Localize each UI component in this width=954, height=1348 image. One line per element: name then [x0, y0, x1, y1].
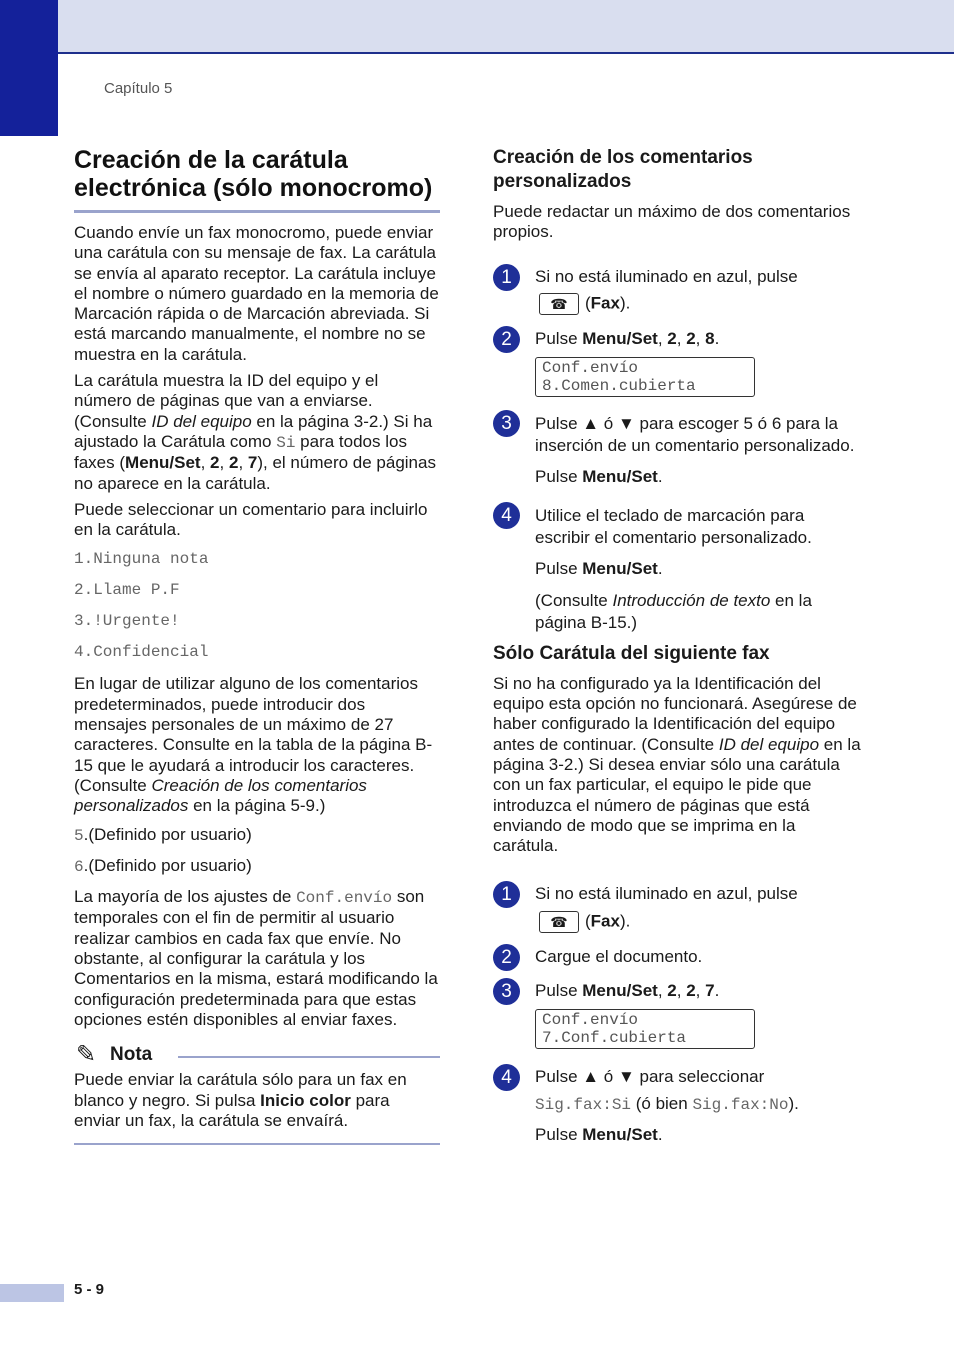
step-number: 4 [493, 502, 520, 529]
step-1: 1 Si no está iluminado en azul, pulse ☎ (Fax). [493, 267, 863, 315]
step-1b: 1 Si no está iluminado en azul, pulse ☎ (Fax). [493, 884, 863, 932]
step-number: 2 [493, 326, 520, 353]
comment-option: 2.Llame P.F [74, 581, 180, 600]
header-band [0, 0, 954, 54]
note-bottom-rule [74, 1143, 440, 1145]
note-rule [178, 1056, 440, 1058]
paragraph-custom: En lugar de utilizar alguno de los comentarios predeterminados, puede introducir dos mensajes personales de un máximo de 27 caracteres. Consulte en la tabla de la página B-15 que le ayudará a introducir los caracteres. (Consulte Creación de los comentarios personalizados en la página 5-9.) [74, 674, 433, 816]
reference-link[interactable]: ID del equipo [151, 411, 252, 431]
note-label: Nota [110, 1044, 153, 1066]
comment-option: 4.Confidencial [74, 643, 209, 662]
comment-option: 1.Ninguna nota [74, 550, 209, 569]
fax-key-icon[interactable]: ☎ [539, 911, 579, 933]
next-fax-paragraph: Si no ha configurado ya la Identificación del equipo esta opción no funcionará. Asegúrese de haber configurado la Identificación del equipo antes de continuar. (Consulte ID del equipo en la página 3-2.) Si desea enviar sólo una carátula con un fax particular, el equipo le pide que introduzca el número de páginas que está enviando de modo que se imprima en la carátula. [493, 673, 861, 856]
step-number: 2 [493, 944, 520, 971]
step-2: 2 Pulse Menu/Set, 2, 2, 8. Conf.envío 8.Comen.cubierta [493, 329, 863, 397]
lcd-display: Conf.envío 7.Conf.cubierta [535, 1009, 755, 1049]
paragraph-intro: Cuando envíe un fax monocromo, puede enviar una carátula con su mensaje de fax. La carátula se envía al aparato receptor. La carátula incluye el nombre o número guardado en la memoria de Marcación rápida o de Marcación abreviada. Si está marcando manualmente, el nombre no se muestra en la carátula. [74, 223, 439, 364]
page-number: 5 - 9 [74, 1281, 105, 1298]
step-number: 4 [493, 1064, 520, 1091]
step-4b: 4 Pulse ▲ ó ▼ para seleccionar Sig.fax:Si (ó bien Sig.fax:No). Pulse Menu/Set. [493, 1067, 863, 1145]
step-number: 3 [493, 978, 520, 1005]
step-4: 4 Utilice el teclado de marcación para escribir el comentario personalizado. Pulse Menu/Set. (Consulte Introducción de texto en la página B-15.) [493, 505, 863, 633]
paragraph-id: La carátula muestra la ID del equipo y el número de páginas que van a enviarse. (Consulte ID del equipo en la página 3-2.) Si ha ajustado la Carátula como Si para todos los faxes (Menu/Set, 2, 2, 7), el número de páginas no aparece en la carátula. [74, 371, 436, 493]
chapter-tab [0, 0, 58, 136]
fax-key-icon[interactable]: ☎ [539, 293, 579, 315]
step-number: 1 [493, 264, 520, 291]
lcd-display: Conf.envío 8.Comen.cubierta [535, 357, 755, 397]
subsection-title-comments: Creación de los comentarios personalizados [493, 147, 753, 192]
step-number: 3 [493, 410, 520, 437]
step-number: 1 [493, 881, 520, 908]
step-2b: 2 Cargue el documento. [493, 947, 863, 967]
comment-option: 3.!Urgente! [74, 612, 180, 631]
reference-link[interactable]: ID del equipo [718, 734, 820, 754]
custom-option-6: 6.(Definido por usuario) [74, 855, 252, 876]
step-3b: 3 Pulse Menu/Set, 2, 2, 7. Conf.envío 7.Conf.cubierta [493, 981, 863, 1049]
note-pencil-icon: ✎ [76, 1041, 97, 1069]
paragraph-settings: La mayoría de los ajustes de Conf.envío son temporales con el fin de permitir al usuario realizar cambios en cada fax que envíe. No obstante, al configurar la carátula y los Comentarios en la misma, estará modificando la configuración predeterminada para que estas opciones estén disponibles al enviar faxes. [74, 887, 438, 1029]
paragraph-select: Puede seleccionar un comentario para incluirlo en la carátula. [74, 499, 428, 540]
left-column [74, 146, 440, 1145]
subsection-title-next-fax: Sólo Carátula del siguiente fax [493, 642, 770, 664]
comments-intro: Puede redactar un máximo de dos comentarios propios. [493, 202, 851, 242]
custom-option-5: 5.(Definido por usuario) [74, 824, 252, 845]
chapter-label: Capítulo 5 [104, 80, 173, 97]
right-column [493, 146, 863, 1153]
reference-link[interactable]: Creación de los comentarios personalizados [74, 775, 367, 816]
note-text: Puede enviar la carátula sólo para un fax en blanco y negro. Si pulsa Inicio color para enviar un fax, la carátula se envaírá. [74, 1070, 407, 1130]
note-header [74, 1040, 440, 1068]
title-rule [74, 210, 440, 213]
reference-link[interactable]: Introducción de texto [612, 590, 771, 610]
section-title: Creación de la carátula electrónica (sólo monocromo) [74, 146, 433, 202]
page-number-bar [0, 1284, 64, 1302]
step-3: 3 Pulse ▲ ó ▼ para escoger 5 ó 6 para la inserción de un comentario personalizado. Pulse Menu/Set. [493, 413, 863, 487]
